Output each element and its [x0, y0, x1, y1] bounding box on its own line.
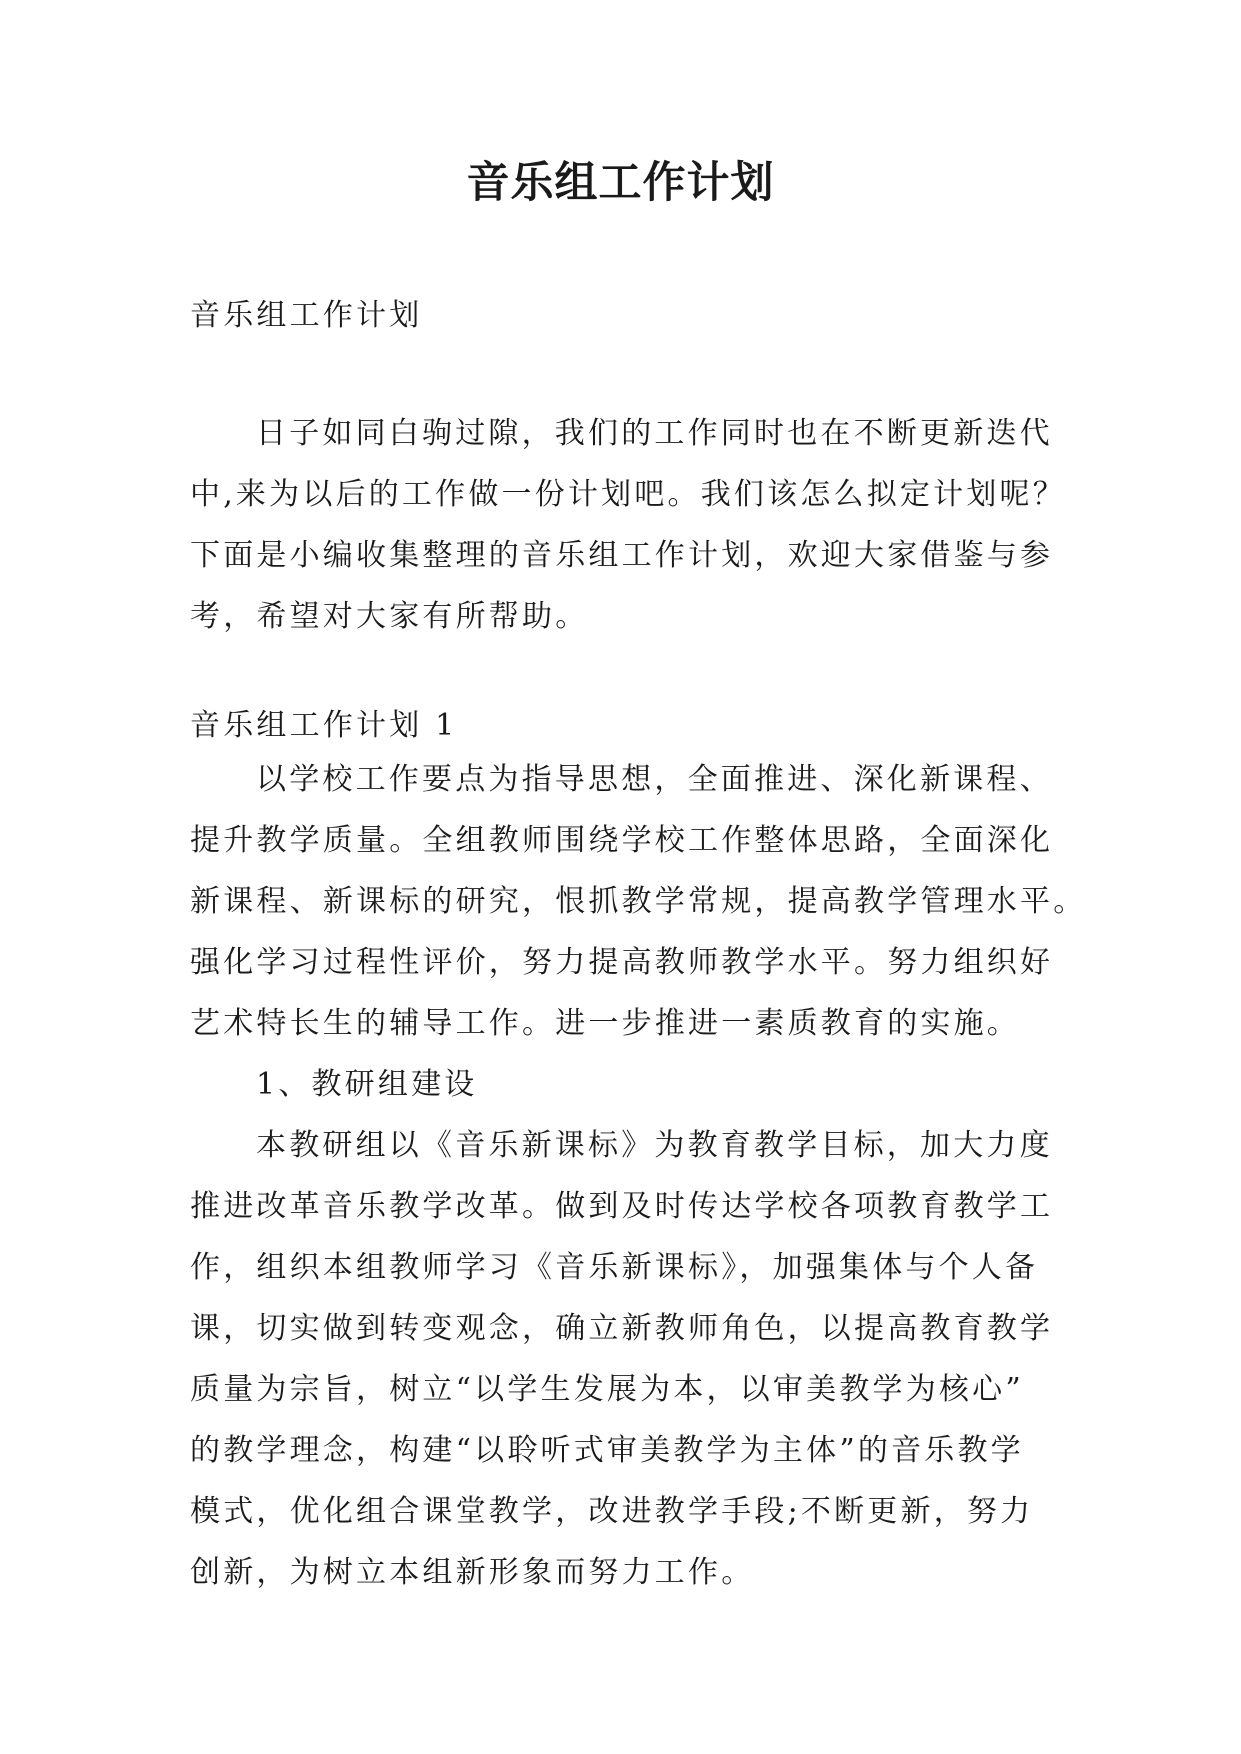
intro-paragraph [190, 403, 1066, 647]
section-line: 作，组织本组教师学习《音乐新课标》，加强集体与个人备 [190, 1250, 1039, 1285]
section-line: 强化学习过程性评价，努力提高教师教学水平。努力组织好 [190, 945, 1054, 980]
section-line: 模式，优化组合课堂教学，改进教学手段;不断更新，努力 [190, 1494, 1034, 1529]
section-line: 质量为宗旨，树立“以学生发展为本，以审美教学为核心” [190, 1372, 1024, 1407]
section-line: 艺术特长生的辅导工作。进一步推进一素质教育的实施。 [190, 1006, 1020, 1041]
document-title: 音乐组工作计划 [466, 158, 775, 208]
subsection-heading: 1、教研组建设 [256, 1067, 478, 1102]
section-line: 课，切实做到转变观念，确立新教师角色，以提高教育教学 [190, 1311, 1054, 1346]
section-line: 新课程、新课标的研究，恨抓教学常规，提高教学管理水平。 [190, 884, 1087, 919]
section-line: 推进改革音乐教学改革。做到及时传达学校各项教育教学工 [190, 1189, 1054, 1224]
section-line: 创新，为树立本组新形象而努力工作。 [190, 1555, 755, 1590]
intro-line: 中,来为以后的工作做一份计划吧。我们该怎么拟定计划呢？ [190, 477, 1066, 512]
section-heading [190, 695, 1060, 756]
intro-line: 日子如同白驹过隙，我们的工作同时也在不断更新迭代 [256, 416, 1053, 451]
section-body [190, 749, 1087, 1603]
section-line: 的教学理念，构建“以聆听式审美教学为主体”的音乐教学 [190, 1433, 1024, 1468]
section-heading-line: 音乐组工作计划 1 [190, 708, 458, 743]
section-line: 以学校工作要点为指导思想，全面推进、深化新课程、 [256, 762, 1053, 797]
document-subtitle [190, 285, 1060, 346]
subtitle-line: 音乐组工作计划 [190, 298, 423, 333]
section-line: 提升教学质量。全组教师围绕学校工作整体思路，全面深化 [190, 823, 1054, 858]
section-line: 本教研组以《音乐新课标》为教育教学目标，加大力度 [256, 1128, 1053, 1163]
intro-line: 下面是小编收集整理的音乐组工作计划，欢迎大家借鉴与参 [190, 538, 1054, 573]
intro-line: 考，希望对大家有所帮助。 [190, 599, 589, 634]
